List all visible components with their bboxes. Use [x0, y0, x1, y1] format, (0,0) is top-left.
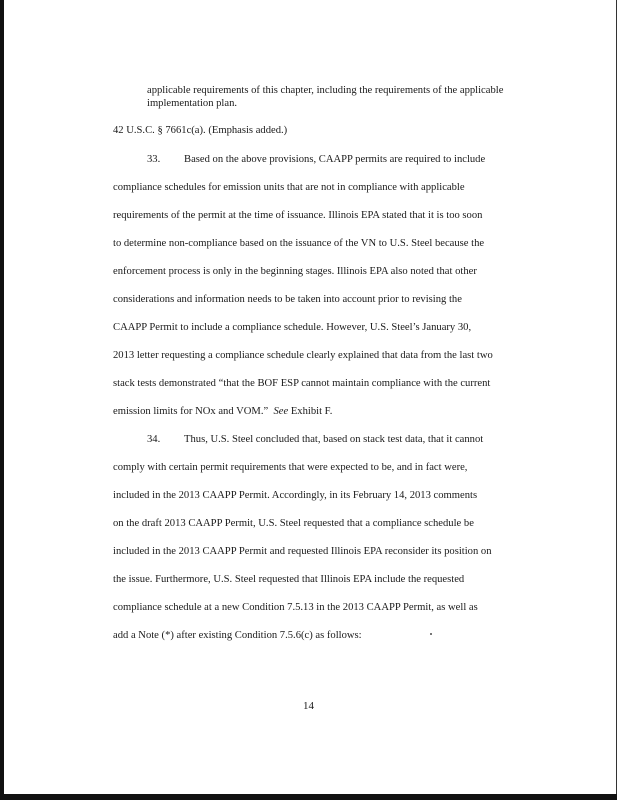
para33-line-1: 33. Based on the above provisions, CAAPP permits are required to include [147, 154, 486, 165]
para33-line-2: compliance schedules for emission units that are not in compliance with applicable [113, 182, 465, 193]
para33-line-10: emission limits for NOx and VOM.” See Exhibit F. [113, 406, 333, 417]
para34-line-7: compliance schedule at a new Condition 7.5.13 in the 2013 CAAPP Permit, as well as [113, 602, 478, 613]
para33-line-4: to determine non-compliance based on the issuance of the VN to U.S. Steel because the [113, 238, 485, 249]
page-number: 14 [303, 700, 314, 712]
para34-line-5: included in the 2013 CAAPP Permit and requested Illinois EPA reconsider its position on [113, 546, 492, 557]
para34-line-8: add a Note (*) after existing Condition 7.5.6(c) as follows: [113, 630, 362, 641]
para33-line-5: enforcement process is only in the beginning stages. Illinois EPA also noted that other [113, 266, 477, 277]
para34-line-6: the issue. Furthermore, U.S. Steel requested that Illinois EPA include the requested [113, 574, 465, 585]
para33-line-9: stack tests demonstrated “that the BOF ESP cannot maintain compliance with the current [113, 378, 491, 389]
para33-line-6: considerations and information needs to be taken into account prior to revising the [113, 294, 462, 305]
para34-line-1: 34. Thus, U.S. Steel concluded that, based on stack test data, that it cannot [147, 434, 484, 445]
scan-speck [430, 633, 432, 635]
para33-line-3: requirements of the permit at the time of issuance. Illinois EPA stated that it is too soon [113, 210, 483, 221]
para33-number: 33. [147, 154, 161, 165]
para34-line-2: comply with certain permit requirements that were expected to be, and in fact were, [113, 462, 468, 473]
para34-line-3: included in the 2013 CAAPP Permit. Accordingly, in its February 14, 2013 comments [113, 490, 478, 501]
scan-left-edge [0, 0, 4, 800]
para34-number: 34. [147, 434, 161, 445]
scan-bottom-edge [0, 794, 617, 800]
para33-line-7: CAAPP Permit to include a compliance schedule. However, U.S. Steel’s January 30, [113, 322, 472, 333]
para33-line-8: 2013 letter requesting a compliance schedule clearly explained that data from the last two [113, 350, 493, 361]
block-quote: applicable requirements of this chapter, including the requirements of the applicable implementation plan. [147, 85, 504, 109]
see-signal: See [273, 406, 289, 417]
statute-citation: 42 U.S.C. § 7661c(a). (Emphasis added.) [113, 125, 288, 136]
exhibit-reference: Exhibit F. [290, 406, 333, 417]
para34-line-4: on the draft 2013 CAAPP Permit, U.S. Steel requested that a compliance schedule be [113, 518, 474, 529]
